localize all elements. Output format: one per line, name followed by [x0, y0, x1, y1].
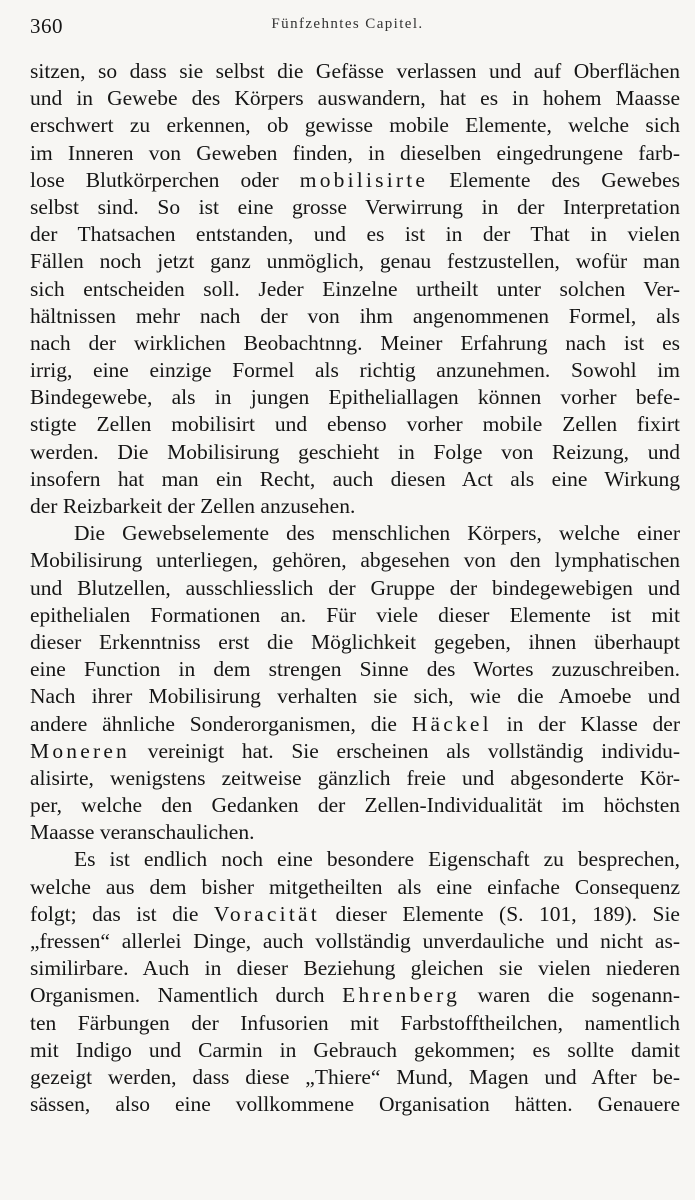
text-line: der Thatsachen entstanden, und es ist in der That in vielen — [30, 222, 680, 247]
text-line: dieser Erkenntniss erst die Möglichkeit gegeben, ihnen überhaupt — [30, 629, 680, 654]
text-line: nach der wirklichen Beobachtnng. Meiner Erfahrung nach ist es — [30, 330, 680, 355]
text-line: im Inneren von Geweben finden, in dieselben eingedrungene farb- — [30, 140, 680, 165]
running-head: Fünfzehntes Capitel. — [271, 16, 424, 32]
text-line: Mobilisirung unterliegen, gehören, abgesehen von den lymphatischen — [30, 548, 680, 573]
text-line: insofern hat man ein Recht, auch diesen Act als eine Wirkung — [30, 466, 680, 491]
page-header — [0, 14, 695, 44]
text-line: mit Indigo und Carmin in Gebrauch gekommen; es sollte damit — [30, 1037, 680, 1062]
text-line: sitzen, so dass sie selbst die Gefässe verlassen und auf Oberflächen — [30, 59, 680, 83]
text-line: Die Gewebselemente des menschlichen Körpers, welche einer — [74, 521, 680, 546]
text-line: epithelialen Formationen an. Für viele dieser Elemente ist mit — [30, 602, 680, 627]
text-line: Moneren vereinigt hat. Sie erscheinen als vollständig individu- — [30, 738, 680, 763]
text-line: selbst sind. So ist eine grosse Verwirrung in der Interpretation — [30, 194, 680, 219]
text-line: ten Färbungen der Infusorien mit Farbstofftheilchen, namentlich — [30, 1010, 680, 1035]
text-line: andere ähnliche Sonderorganismen, die Häckel in der Klasse der — [30, 711, 680, 736]
page-number: 360 — [30, 14, 63, 38]
text-line: eine Function in dem strengen Sinne des Wortes zuzuschreiben. — [30, 657, 680, 682]
text-line: alisirte, wenigstens zeitweise gänzlich freie und abgesonderte Kör- — [30, 765, 680, 790]
text-line: Fällen noch jetzt ganz unmöglich, genau festzustellen, wofür man — [30, 249, 680, 274]
body-text — [30, 58, 680, 1118]
text-line: „fressen“ allerlei Dinge, auch vollständig unverdauliche und nicht as- — [30, 929, 680, 953]
text-line: Maasse veranschaulichen. — [30, 820, 255, 845]
text-line: und in Gewebe des Körpers auswandern, hat es in hohem Maasse — [30, 86, 680, 111]
text-line: sich entscheiden soll. Jeder Einzelne urtheilt unter solchen Ver- — [30, 276, 680, 301]
text-line: sässen, also eine vollkommene Organisation hätten. Genauere — [30, 1092, 680, 1117]
text-line: Nach ihrer Mobilisirung verhalten sie sich, wie die Amoebe und — [30, 684, 680, 709]
text-line: Organismen. Namentlich durch Ehrenberg waren die sogenann- — [30, 983, 680, 1008]
text-line: irrig, eine einzige Formel als richtig anzunehmen. Sowohl im — [30, 358, 680, 383]
text-line: Es ist endlich noch eine besondere Eigenschaft zu besprechen, — [74, 847, 680, 872]
text-line: per, welche den Gedanken der Zellen-Individualität im höchsten — [30, 793, 680, 818]
text-line: similirbare. Auch in dieser Beziehung gleichen sie vielen niederen — [30, 956, 680, 981]
text-line: welche aus dem bisher mitgetheilten als eine einfache Consequenz — [30, 874, 680, 899]
text-line: werden. Die Mobilisirung geschieht in Folge von Reizung, und — [30, 439, 680, 464]
text-line: erschwert zu erkennen, ob gewisse mobile Elemente, welche sich — [30, 113, 680, 138]
text-line: folgt; das ist die Voracität dieser Elemente (S. 101, 189). Sie — [30, 901, 680, 926]
text-line: lose Blutkörperchen oder mobilisirte Elemente des Gewebes — [30, 167, 680, 192]
text-line: der Reizbarkeit der Zellen anzusehen. — [30, 494, 356, 518]
text-line: und Blutzellen, ausschliesslich der Gruppe der bindegewebigen und — [30, 575, 680, 600]
text-line: stigte Zellen mobilisirt und ebenso vorher mobile Zellen fixirt — [30, 412, 680, 437]
text-line: gezeigt werden, dass diese „Thiere“ Mund, Magen und After be- — [30, 1064, 680, 1089]
text-line: Bindegewebe, als in jungen Epitheliallagen können vorher befe- — [30, 385, 680, 410]
text-line: hältnissen mehr nach der von ihm angenommenen Formel, als — [30, 303, 680, 328]
